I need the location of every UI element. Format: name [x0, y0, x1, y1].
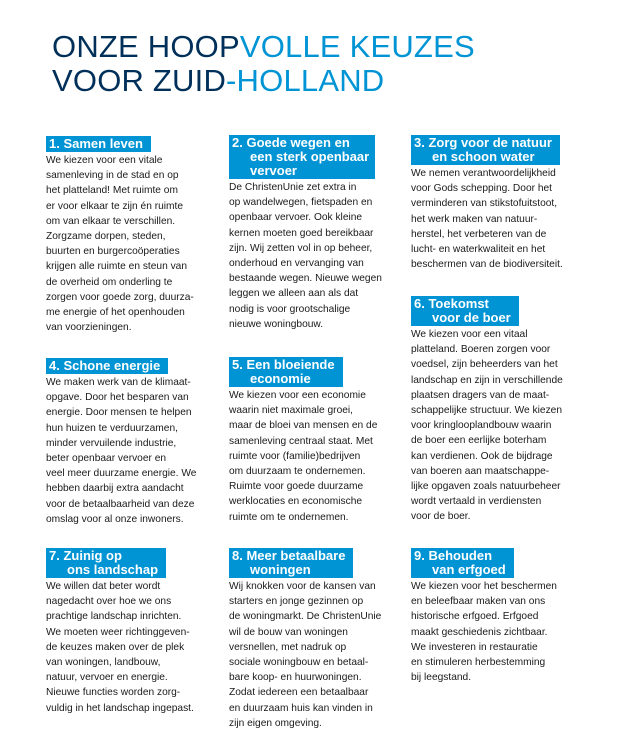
section-schone-energie: [46, 357, 221, 527]
section-heading: 7. Zuinig op ons landschap: [46, 548, 166, 578]
section-zorg-natuur: [411, 135, 596, 272]
section-heading: 2. Goede wegen en een sterk openbaar vervoer: [229, 135, 375, 179]
section-betaalbare-woningen: [229, 548, 404, 731]
section-bloeiende-economie: [229, 357, 404, 525]
title-line-2: VOOR ZUID-HOLLAND: [52, 63, 385, 98]
section-heading: 5. Een bloeiende economie: [229, 357, 343, 387]
section-toekomst-boer: [411, 296, 596, 525]
section-heading: 8. Meer betaalbare woningen: [229, 548, 353, 578]
section-behouden-erfgoed: [411, 548, 596, 685]
section-body: We kiezen voor een economie waarin niet maximale groei, maar de bloei van mensen en de samenleving centraal staat. Met ruimte voor (familie)bedrijven om duurzaam te ondernemen. Ruimte voor goede duurzame werklocaties en economische ruimte om te ondernemen.: [229, 390, 378, 523]
section-body: We nemen verantwoordelijkheid voor Gods schepping. Door het verminderen van stikstofuitstoot, het werk maken van natuur- herstel, het verbeteren van de lucht- en waterkwaliteit en het beschermen van de biodiversiteit.: [411, 168, 563, 271]
section-heading: 9. Behouden van erfgoed: [411, 548, 514, 578]
section-zuinig-landschap: [46, 548, 221, 716]
section-body: We kiezen voor een vitale samenleving in de stad en op het platteland! Met ruimte om er voor elkaar te zijn én ruimte om van elkaar te verschillen. Zorgzame dorpen, steden, buurten en burgercoöperaties krijgen alle ruimte en steun van de overheid om onderling te zorgen voor goede zorg, duurza- me energie of het openhouden van voorzieningen.: [46, 155, 194, 334]
section-body: We kiezen voor het beschermen en beleefbaar maken van ons historische erfgoed. Erfgoed maakt geschiedenis zichtbaar. We investeren in restauratie en stimuleren herbestemming bij leegstand.: [411, 581, 557, 684]
section-samen-leven: [46, 135, 221, 335]
section-body: We willen dat beter wordt nagedacht over hoe we ons prachtige landschap inrichten. We moeten weer richtinggeven- de keuzes maken over de plek van woningen, landbouw, natuur, vervoer en energie. Nieuwe functies worden zorg- vuldig in het landschap ingepast.: [46, 581, 194, 714]
page-title: [52, 30, 475, 98]
section-body: De ChristenUnie zet extra in op wandelwegen, fietspaden en openbaar vervoer. Ook kleine kernen moeten goed bereikbaar zijn. Wij zetten vol in op beheer, onderhoud en vervanging van bestaande wegen. Nieuwe wegen leggen we alleen aan als dat nodig is voor grootschalige nieuwe woningbouw.: [229, 182, 382, 330]
section-body: We maken werk van de klimaat- opgave. Door het besparen van energie. Door mensen te helpen hun huizen te verduurzamen, minder vervuilende industrie, beter openbaar vervoer en veel meer duurzame energie. We hebben daarbij extra aandacht voor de betaalbaarheid van deze omslag voor al onze inwoners.: [46, 377, 197, 525]
section-heading: 6. Toekomst voor de boer: [411, 296, 519, 326]
section-goede-wegen: [229, 135, 404, 332]
section-body: Wij knokken voor de kansen van starters en jonge gezinnen op de woningmarkt. De ChristenUnie wil de bouw van woningen versnellen, met nadruk op sociale woningbouw en betaal- bare koop- en huurwoningen. Zodat iedereen een betaalbaar en duurzaam huis kan vinden in zijn eigen omgeving.: [229, 581, 382, 729]
section-heading: 1. Samen leven: [46, 136, 151, 152]
title-line-1: ONZE HOOPVOLLE KEUZES: [52, 29, 475, 64]
section-heading: 3. Zorg voor de natuur en schoon water: [411, 135, 560, 165]
section-body: We kiezen voor een vitaal platteland. Boeren zorgen voor voedsel, zijn beheerders van het landschap en zijn in verschillende plaatsen dragers van de maat- schappelijke structuur. We kiezen voor kringlooplandbouw waarin de boer een eerlijke boterham kan verdienen. Ook de bijdrage van boeren aan maatschappe- lijke opgaven zoals natuurbeheer wordt vertaald in verdiensten voor de boer.: [411, 329, 563, 523]
section-heading: 4. Schone energie: [46, 358, 168, 374]
